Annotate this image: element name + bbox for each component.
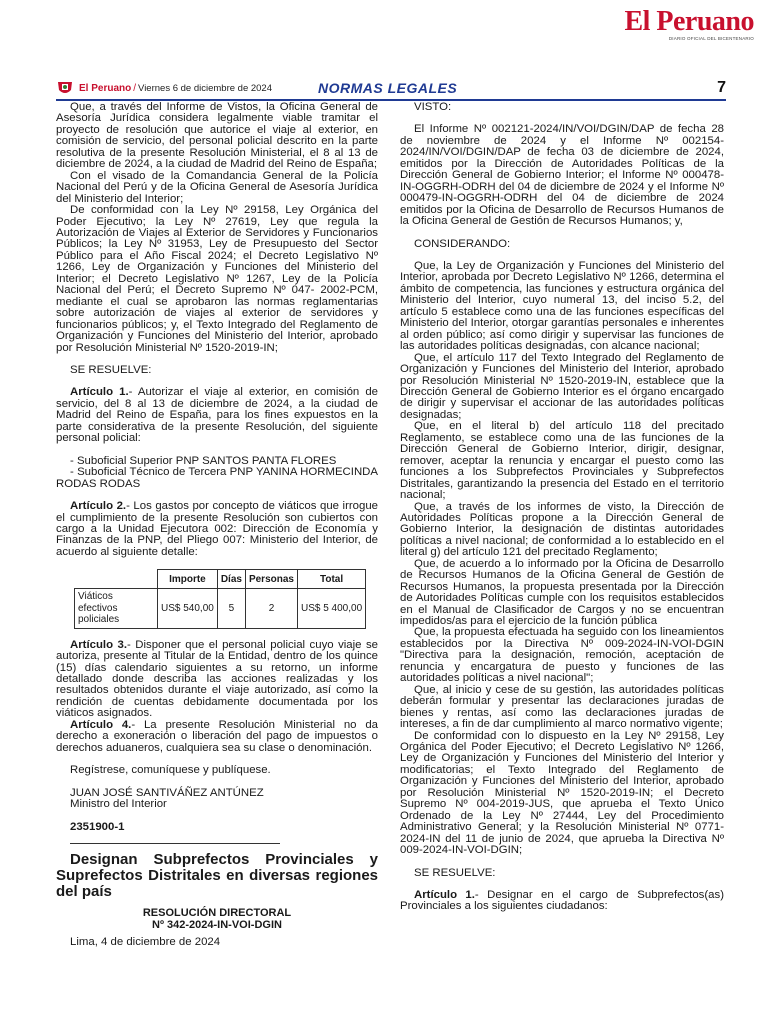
- table-cell: US$ 5 400,00: [297, 589, 365, 628]
- table-row: [75, 589, 366, 628]
- resolve-heading: SE RESUELVE:: [414, 866, 496, 879]
- page-number: 7: [717, 79, 726, 96]
- masthead-tagline: DIARIO OFICIAL DEL BICENTENARIO: [668, 36, 754, 41]
- paragraph: Que, de acuerdo a lo informado por la Oficina de Desarrollo de Recursos Humanos de la Oficina General de Gestión de Recursos Humanos, la propuesta presentada por la Dirección de Autoridades Políticas cumple con los requisitos establecidos en el Manual de Clasificador de Cargos y no se encuentran impedidos/as para el ejercicio de la función pública: [400, 557, 724, 628]
- article-1: [400, 890, 724, 913]
- paragraph: El Informe Nº 002121-2024/IN/VOI/DGIN/DAP de fecha 28 de noviembre de 2024 y el Informe Nº 002154-2024/IN/VOI/DGIN/DAP de fecha 03 de diciembre de 2024, emitidos por la Dirección de Autoridades Políticas de la Dirección General de Gobierno Interior; el Informe Nº 000478-IN-OGGRH-ODRH del 04 de diciembre de 2024 y el Informe Nº 000479-IN-OGGRH-ODRH del 04 de diciembre de 2024 emitidos por la Oficina de Desarrollo de Recursos Humanos de la Oficina General de Gestión de Recursos Humanos; y,: [400, 123, 724, 228]
- resolution-type: RESOLUCIÓN DIRECTORAL: [142, 907, 292, 920]
- table-header-row: [75, 570, 366, 589]
- paragraph: Que, en el literal b) del artículo 118 del precitado Reglamento, se establece como una de las funciones de la Dirección General de Gobierno Interior, dirigir, designar, remover, aceptar la renuncia y encargar el puesto como las funciones a los Subprefectos Provinciales y Subprefectos Distritales, garantizando la presencia del Estado en el territorio nacional;: [400, 420, 724, 502]
- article-label: Artículo 1.: [70, 386, 129, 399]
- expense-table: [74, 569, 366, 628]
- masthead: [624, 8, 754, 41]
- article-text: - Los gastos por concepto de viáticos que irrogue el cumplimiento de la presente Resolución son cubiertos con cargo a la Unidad Ejecutora 002: Dirección de Economía y Finanzas de la PNP, del Pliego 007: Ministerio del Interior, de acuerdo al siguiente detalle:: [56, 500, 379, 558]
- paragraph: De conformidad con la Ley Nº 29158, Ley Orgánica del Poder Ejecutivo; la Ley Nº 27619, Ley que regula la Autorización de Viajes al Exterior de Servidores y Funcionarios Públicos; la Ley Nº 31953, Ley de Presupuesto del Sector Público para el Año Fiscal 2024; el Decreto Legislativo Nº 1266, Ley de Organización y Funciones del Ministerio del Interior; el Decreto Legislativo Nº 1267, Ley de la Policía Nacional del Perú; el Decreto Supremo Nº 047- 2002-PCM, mediante el cual se aprobaron las normas reglamentarias sobre autorización de viajes al exterior de servidores y funcionarios públicos; y, el Texto Integrado del Reglamento de Organización y Funciones del Ministerio del Interior, aprobado por Resolución Ministerial Nº 1520-2019-IN;: [56, 204, 378, 354]
- paragraph: Que, a través de los informes de visto, la Dirección de Autoridades Políticas propone a la Dirección General de Gobierno Interior, la designación de distintas autoridades políticas a nivel nacional; de conformidad a lo establecido en el literal g) del artículo 121 del precitado Reglamento;: [400, 500, 724, 559]
- running-header: [56, 77, 726, 101]
- table-corner: [75, 570, 158, 589]
- coat-of-arms-icon: [56, 80, 74, 96]
- norm-title: Designan Subprefectos Provinciales y Suprefectos Distritales en diversas regiones del país: [56, 851, 378, 901]
- paragraph: Que, a través del Informe de Vistos, la Oficina General de Asesoría Jurídica considera legalmente viable tramitar el proyecto de resolución que autorice el viaje al exterior, en comisión de servicio, del personal policial descrito en la parte resolutiva de la presente Resolución Ministerial, el 8 al 13 de diciembre de 2024, a la ciudad de Madrid del Reino de España;: [56, 101, 378, 171]
- person-item: - Suboficial Técnico de Tercera PNP YANINA HORMECINDA RODAS RODAS: [56, 466, 378, 490]
- newspaper-logo: El Peruano: [624, 6, 754, 37]
- person-item: - Suboficial Superior PNP SANTOS PANTA FLORES: [70, 454, 337, 467]
- table-cell: 2: [245, 589, 297, 628]
- table-cell: 5: [217, 589, 245, 628]
- table-cell: Viáticos efectivos policiales: [75, 589, 158, 628]
- paragraph: Que, la propuesta efectuada ha seguido con los lineamientos establecidos por la Directiva Nº 009-2024-IN-VOI-DGIN "Directiva para la designación, remoción, aceptación de renuncia y encargatura de puesto y funciones de las autoridades políticas a nivel nacional";: [400, 626, 724, 685]
- paragraph: Que, el artículo 117 del Texto Integrado del Reglamento de Organización y Funciones del Ministerio del Interior, aprobado por Resolución Ministerial Nº 1520-2019-IN, establece que la Dirección General de Gobierno Interior es el órgano encargado de dirigir y supervisar el accionar de las autoridades políticas designadas;: [400, 351, 724, 421]
- resolve-heading: SE RESUELVE:: [70, 363, 152, 376]
- column-header: Personas: [245, 570, 297, 589]
- issue-date: Viernes 6 de diciembre de 2024: [138, 82, 273, 94]
- column-header: Total: [297, 570, 365, 589]
- paragraph: Que, al inicio y cese de su gestión, las autoridades políticas deberán formular y presentar las declaraciones juradas de bienes y rentas, así como las declaraciones juradas de intereses, a fin de dar cumplimiento al marco normativo vigente;: [400, 683, 724, 731]
- paragraph: De conformidad con lo dispuesto en la Ley Nº 29158, Ley Orgánica del Poder Ejecutivo; el Decreto Legislativo Nº 1266, Ley de Organización y Funciones del Ministerio del Interior y modificatorias; el Texto Integrado del Reglamento de Organización y Funciones del Ministerio del Interior, aprobado por Resolución Ministerial Nº 1520-2019-IN; el Decreto Supremo Nº 004-2019-JUS, que aprueba el Texto Único Ordenado de la Ley Nº 27444, Ley del Procedimiento Administrativo General; y la Resolución Ministerial Nº 0771-2024-IN del 11 de junio de 2024, que aprueba la Directiva Nº 009-2024-IN-VOI-DGIN;: [400, 729, 724, 857]
- signer-name: JUAN JOSÉ SANTIVÁÑEZ ANTÚNEZ: [70, 786, 264, 799]
- article-3: [56, 640, 378, 720]
- article-2: [56, 501, 378, 558]
- table-cell: US$ 540,00: [158, 589, 218, 628]
- column-header: Días: [217, 570, 245, 589]
- visto-heading: VISTO:: [414, 101, 452, 113]
- article-text: - Disponer que el personal policial cuyo viaje se autoriza, presente al Titular de la Entidad, dentro de los quince (15) días calendario siguientes a su retorno, un informe detallado donde describa las acciones realizadas y los resultados obtenidos durante el viaje autorizado, así como la rendición de cuentas debidamente documentada por los viáticos asignados.: [56, 638, 378, 720]
- paragraph: Con el visado de la Comandancia General de la Policía Nacional del Perú y de la Oficina General de Asesoría Jurídica del Ministerio del Interior;: [56, 169, 378, 205]
- place-date: Lima, 4 de diciembre de 2024: [70, 936, 221, 949]
- article-1: [56, 387, 378, 444]
- considerando-heading: CONSIDERANDO:: [414, 237, 511, 250]
- closing-formula: Regístrese, comuníquese y publíquese.: [70, 764, 271, 777]
- article-label: Artículo 1.: [414, 889, 475, 901]
- resolution-id: Nº 342-2024-IN-VOI-DGIN: [152, 918, 282, 931]
- section-title: NORMAS LEGALES: [318, 80, 458, 96]
- article-label: Artículo 3.: [70, 638, 127, 651]
- signer-role: Ministro del Interior: [70, 798, 167, 811]
- article-label: Artículo 4.: [70, 718, 132, 731]
- divider: [70, 843, 280, 844]
- article-label: Artículo 2.: [70, 500, 127, 513]
- publication-name: El Peruano: [79, 82, 132, 94]
- header-separator: /: [133, 82, 137, 94]
- paragraph: Que, la Ley de Organización y Funciones del Ministerio del Interior, aprobada por Decreto Legislativo Nº 1266, determina el ámbito de competencia, las funciones y estructura orgánica del Ministerio del Interior, cuyo numeral 13, del inciso 5.2, del artículo 5 establece como una de las funciones específicas del Ministerio del Interior, otorgar garantías personales e inherentes al orden público; así como dirigir y supervisar las funciones de las autoridades políticas designadas, con alcance nacional;: [400, 259, 724, 353]
- resolution-number: [56, 908, 378, 931]
- article-text: - Designar en el cargo de Subprefectos(as) Provinciales a los siguientes ciudadanos:: [400, 889, 724, 913]
- column-header: Importe: [158, 570, 218, 589]
- article-text: - La presente Resolución Ministerial no da derecho a exoneración o liberación del pago de impuestos o derechos aduaneros, cualquiera sea su clase o denominación.: [56, 718, 378, 754]
- right-column: [400, 102, 724, 913]
- article-text: - Autorizar el viaje al exterior, en comisión de servicio, del 8 al 13 de diciembre de 2024, a la ciudad de Madrid del Reino de España, para los fines expuestos en la parte considerativa de la presente Resolución, del siguiente personal policial:: [56, 386, 378, 445]
- article-4: [56, 720, 378, 754]
- left-column: [56, 102, 378, 948]
- publication-code: 2351900-1: [70, 820, 125, 833]
